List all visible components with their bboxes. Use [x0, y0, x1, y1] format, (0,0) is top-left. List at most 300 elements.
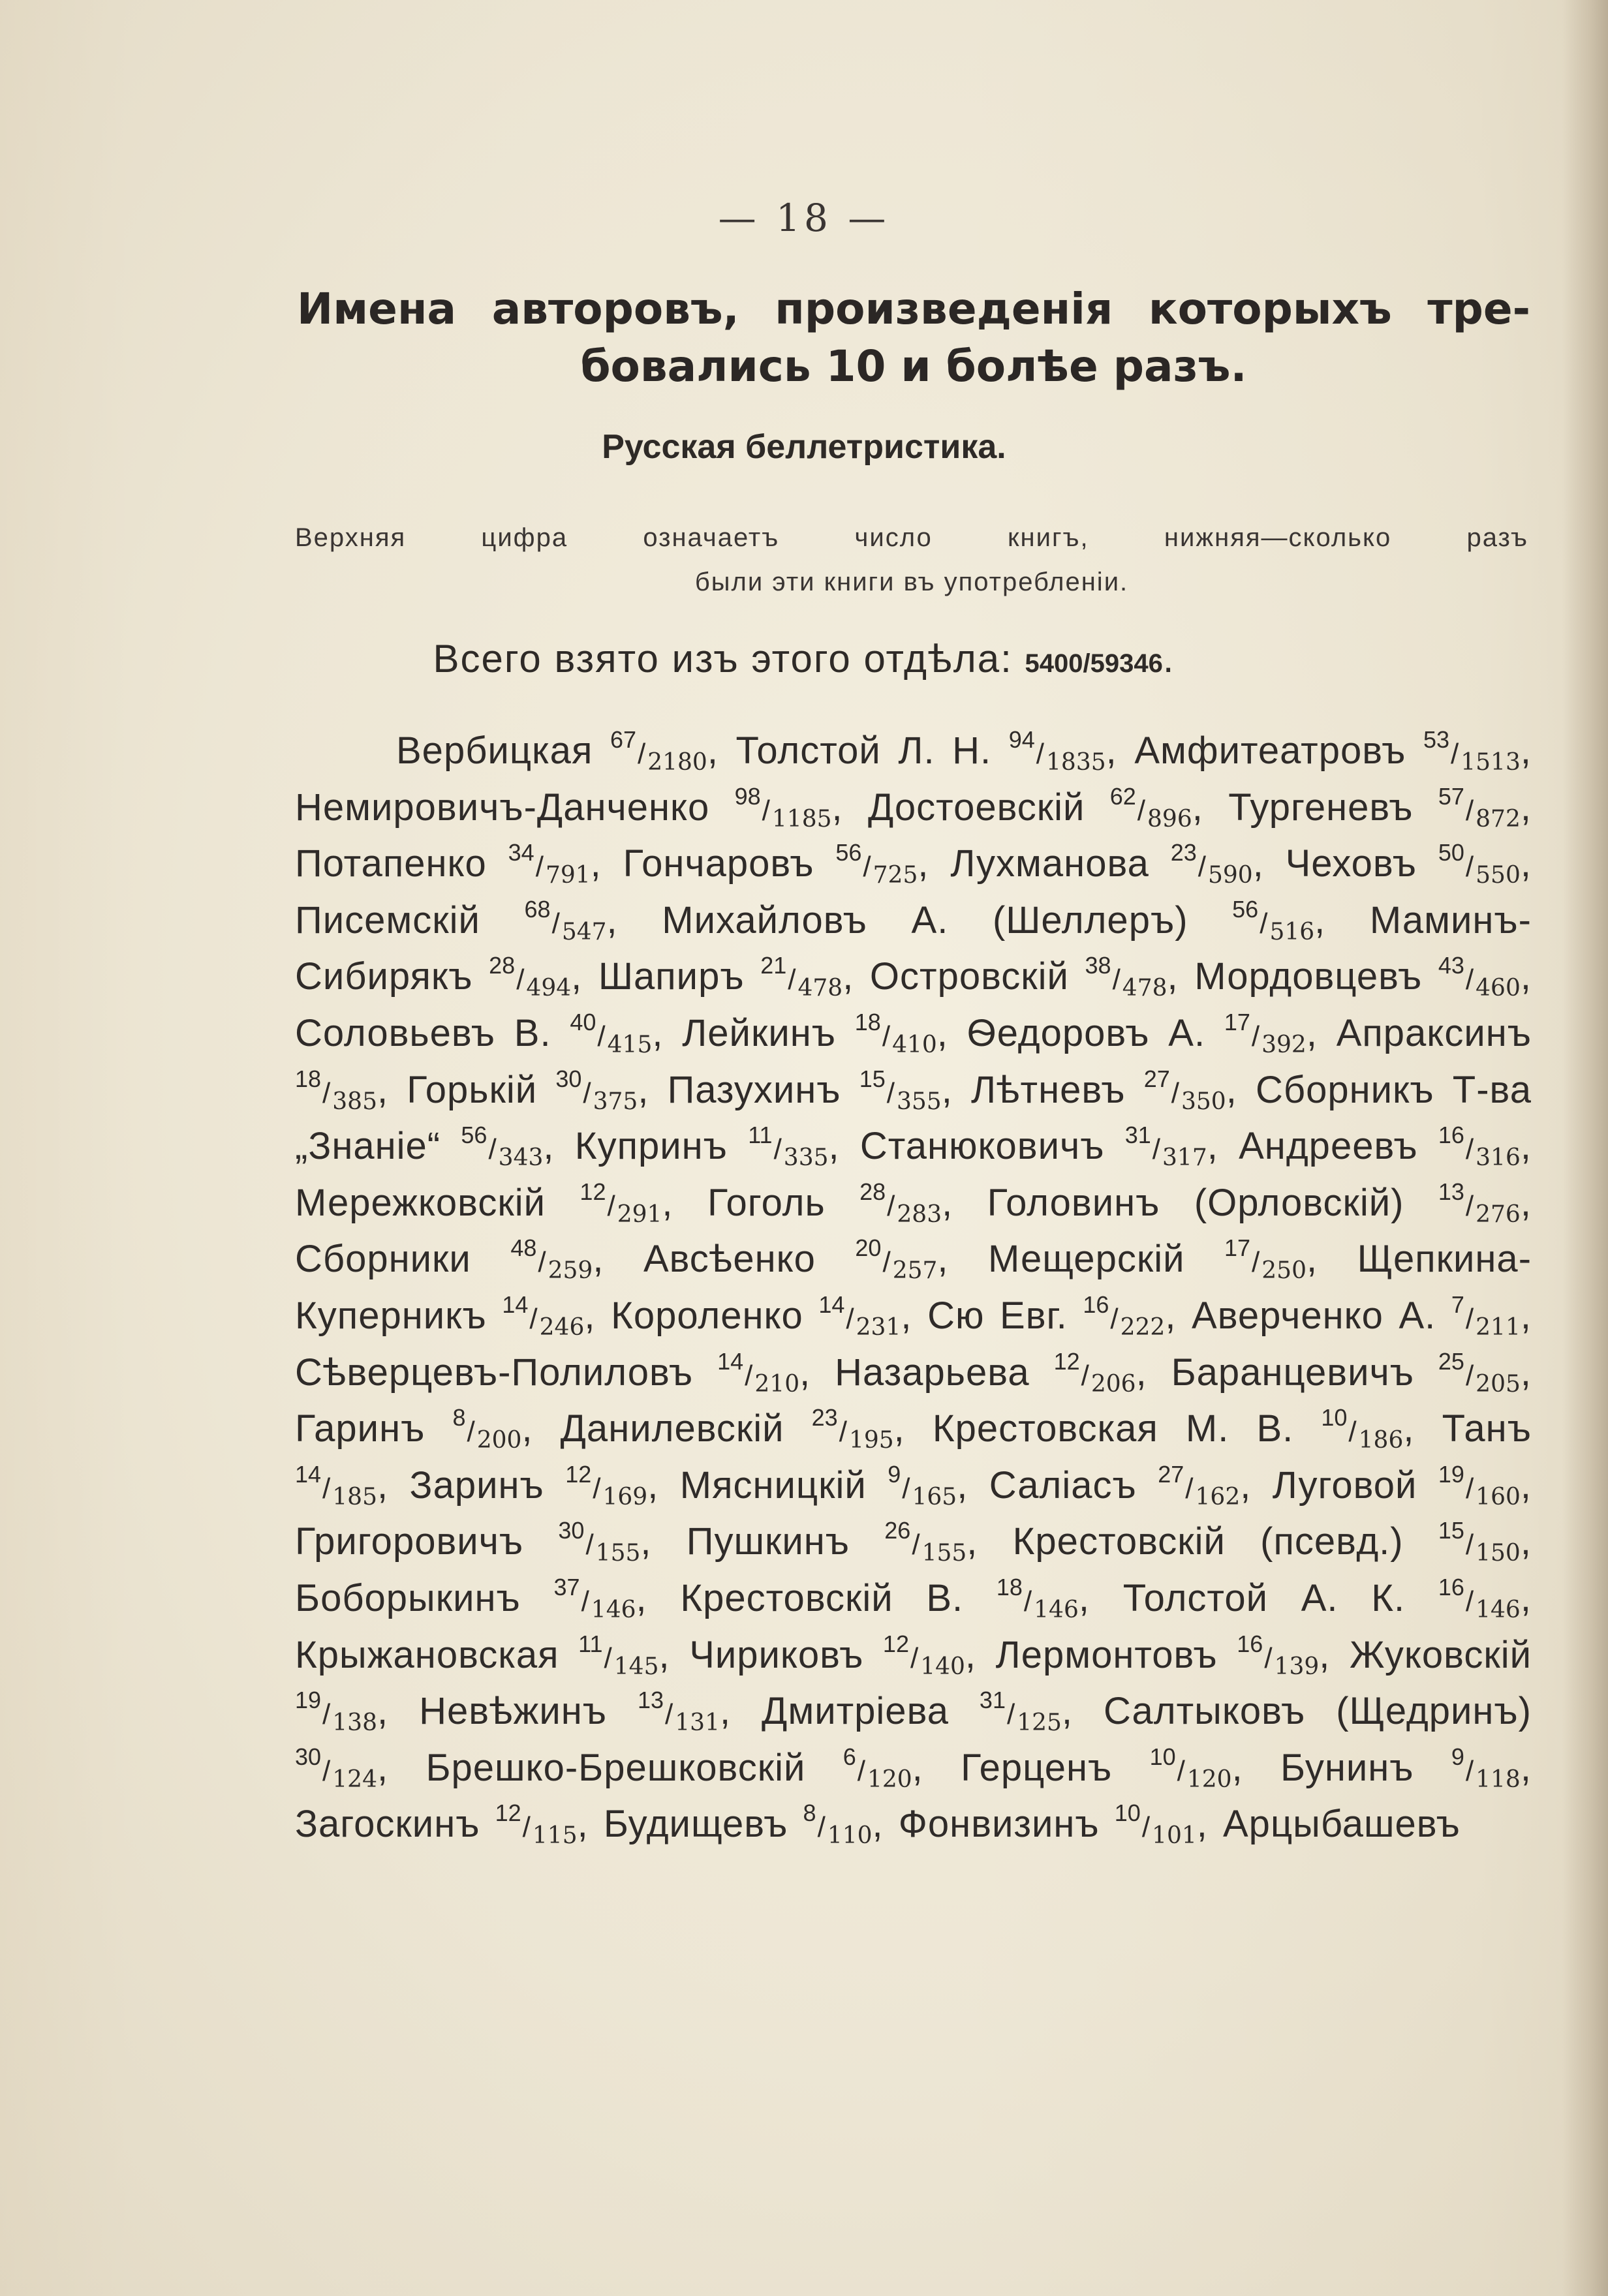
usage-fraction: $^{23}/_{195}$ — [811, 1404, 894, 1454]
book-count: 38 — [1085, 952, 1111, 979]
author-name: Щепкина-Куперникъ — [295, 1238, 1532, 1337]
page-number: — 18 — — [718, 196, 890, 240]
usage-count: 145 — [613, 1653, 659, 1680]
author-entry — [295, 839, 591, 889]
author-entry — [419, 1687, 720, 1737]
author-name: Назарьева — [835, 1351, 1030, 1394]
book-count: 12 — [580, 1178, 606, 1205]
book-count: 13 — [637, 1687, 664, 1714]
usage-count: 131 — [675, 1709, 720, 1737]
usage-count: 350 — [1181, 1088, 1226, 1115]
book-count: 53 — [1423, 726, 1449, 753]
author-name: Головинъ (Орловскій) — [987, 1181, 1404, 1224]
book-count: 68 — [524, 895, 551, 923]
book-count: 40 — [570, 1008, 596, 1035]
usage-count: 375 — [593, 1088, 638, 1115]
book-count: 25 — [1438, 1347, 1464, 1375]
author-entry — [295, 782, 832, 833]
usage-count: 343 — [498, 1144, 544, 1172]
author-name: Немировичъ-Данченко — [295, 786, 710, 829]
usage-count: 791 — [545, 862, 591, 889]
usage-count: 1835 — [1046, 749, 1106, 776]
usage-count: 317 — [1162, 1144, 1207, 1172]
usage-fraction: $^{43}/_{460}$ — [1438, 952, 1521, 1002]
author-entry — [598, 952, 843, 1002]
usage-fraction: $^{34}/_{791}$ — [508, 839, 591, 889]
author-name: Короленко — [611, 1294, 803, 1337]
book-count: 28 — [859, 1178, 886, 1205]
author-name: Писемскій — [295, 898, 480, 941]
book-count: 14 — [717, 1347, 744, 1375]
usage-count: 140 — [920, 1653, 965, 1680]
author-name: Салтыковъ (Щедринъ) — [1103, 1690, 1532, 1733]
usage-fraction: $^{30}/_{155}$ — [558, 1517, 641, 1567]
author-entry — [995, 1630, 1320, 1680]
author-entry — [932, 1404, 1404, 1454]
book-count: 20 — [855, 1234, 882, 1262]
author-entry — [603, 1799, 873, 1850]
usage-count: 200 — [476, 1427, 522, 1454]
author-name: Жуковскій — [1349, 1633, 1532, 1676]
author-name: Лѣтневъ — [970, 1068, 1126, 1111]
book-count: 34 — [508, 839, 534, 866]
author-entry — [950, 839, 1253, 889]
usage-count: 257 — [892, 1257, 938, 1285]
author-entry — [867, 782, 1192, 833]
usage-count: 146 — [1034, 1596, 1079, 1623]
author-entry — [679, 1460, 957, 1510]
book-count: 94 — [1008, 726, 1035, 753]
author-name: Авсѣенко — [643, 1238, 816, 1281]
book-count: 27 — [1143, 1065, 1170, 1092]
book-count: 67 — [610, 726, 636, 753]
author-entry — [560, 1404, 894, 1454]
usage-fraction: $^{38}/_{478}$ — [1085, 952, 1167, 1002]
usage-count: 478 — [1122, 975, 1167, 1002]
author-name: Танъ — [1442, 1407, 1532, 1450]
author-entry — [1223, 1803, 1461, 1845]
book-count: 14 — [502, 1291, 529, 1318]
usage-fraction: $^{11}/_{145}$ — [578, 1630, 659, 1680]
author-entry — [662, 895, 1315, 945]
book-count: 11 — [748, 1122, 773, 1149]
book-count: 17 — [1224, 1008, 1250, 1035]
subtitle: Русская беллетристика. — [602, 428, 1006, 466]
usage-count: 460 — [1476, 975, 1521, 1002]
author-name: Крестовскій (псевд.) — [1012, 1520, 1404, 1563]
heading-line-1: Имена авторовъ, произведенія которыхъ тре- — [297, 284, 1530, 334]
book-count: 11 — [578, 1630, 603, 1657]
author-name: Сборники — [295, 1238, 471, 1281]
book-count: 12 — [882, 1630, 909, 1657]
book-count: 31 — [979, 1687, 1006, 1714]
usage-count: 155 — [921, 1540, 967, 1567]
book-count: 15 — [1438, 1517, 1464, 1544]
usage-fraction: $^{12}/_{291}$ — [580, 1178, 662, 1228]
author-name: Крестовскій В. — [680, 1576, 964, 1619]
book-count: 8 — [803, 1799, 816, 1827]
note-line-2: были эти книги въ употребленіи. — [694, 568, 1129, 596]
author-name: Купринъ — [574, 1125, 728, 1168]
author-name: Сѣверцевъ-Полиловъ — [295, 1351, 694, 1394]
usage-count: 185 — [332, 1483, 377, 1510]
note-line-1: Верхняя цифра означаетъ число книгъ, нижняя—сколько разъ — [295, 523, 1528, 552]
book-count: 9 — [1451, 1743, 1464, 1770]
author-name: Михайловъ А. (Шеллеръ) — [662, 898, 1188, 941]
usage-count: 896 — [1147, 805, 1192, 833]
usage-count: 206 — [1090, 1370, 1136, 1398]
usage-fraction: $^{12}/_{206}$ — [1053, 1347, 1136, 1398]
usage-fraction: $^{27}/_{162}$ — [1158, 1460, 1241, 1510]
author-entry — [1122, 1573, 1521, 1623]
author-entry — [762, 1687, 1062, 1737]
usage-fraction: $^{13}/_{131}$ — [637, 1687, 720, 1737]
usage-fraction: $^8/_{200}$ — [452, 1404, 522, 1454]
author-entry — [1280, 1743, 1521, 1793]
author-name: Баранцевичъ — [1171, 1351, 1414, 1394]
total-end: . — [1162, 637, 1175, 681]
usage-fraction: $^{19}/_{138}$ — [295, 1687, 377, 1737]
author-entry — [295, 1799, 578, 1850]
book-count: 12 — [1053, 1347, 1080, 1375]
total-top: 5400 — [1025, 649, 1083, 678]
usage-count: 125 — [1017, 1709, 1062, 1737]
usage-count: 115 — [532, 1822, 578, 1850]
usage-count: 231 — [856, 1313, 901, 1341]
book-count: 19 — [1438, 1460, 1464, 1488]
page-edge-shadow — [1562, 0, 1608, 2296]
author-name: Мережковскій — [295, 1181, 546, 1224]
usage-count: 110 — [827, 1822, 873, 1850]
total-label: Всего взято изъ этого отдѣла: — [433, 637, 1013, 681]
total-taken-line — [0, 636, 1608, 681]
usage-count: 205 — [1476, 1370, 1521, 1398]
usage-count: 146 — [1476, 1596, 1521, 1623]
author-name: Арцыбашевъ — [1223, 1803, 1461, 1846]
author-name: Брешко-Брешковскій — [425, 1746, 806, 1789]
usage-fraction: $^{94}/_{1835}$ — [1008, 726, 1106, 776]
usage-count: 124 — [332, 1766, 377, 1793]
usage-count: 160 — [1476, 1483, 1521, 1510]
author-name: Потапенко — [295, 842, 487, 885]
usage-count: 1185 — [771, 805, 832, 833]
author-entry — [987, 1178, 1521, 1228]
usage-count: 155 — [595, 1540, 641, 1567]
usage-count: 516 — [1269, 918, 1315, 945]
book-count: 13 — [1438, 1178, 1464, 1205]
author-name: Мясницкій — [679, 1463, 867, 1507]
usage-count: 2180 — [647, 749, 707, 776]
usage-fraction: $^{28}/_{494}$ — [489, 952, 572, 1002]
author-name: Пазухинъ — [667, 1068, 841, 1111]
usage-count: 250 — [1261, 1257, 1306, 1285]
author-name: Станюковичъ — [859, 1125, 1105, 1168]
usage-count: 494 — [526, 975, 572, 1002]
author-entry — [859, 1122, 1207, 1172]
usage-fraction: $^{67}/_{2180}$ — [610, 726, 707, 776]
author-name: Сю Евг. — [927, 1294, 1068, 1337]
usage-count: 283 — [897, 1201, 942, 1228]
book-count: 56 — [1232, 895, 1259, 923]
usage-count: 725 — [873, 862, 918, 889]
book-count: 8 — [452, 1404, 466, 1431]
usage-fraction: $^{10}/_{120}$ — [1149, 1743, 1232, 1793]
usage-fraction: $^{30}/_{124}$ — [295, 1743, 377, 1793]
author-entry — [988, 1234, 1306, 1285]
total-bottom: 59346 — [1090, 649, 1163, 678]
book-count: 18 — [996, 1573, 1023, 1600]
author-name: Гончаровъ — [623, 842, 814, 885]
usage-fraction: $^{56}/_{516}$ — [1232, 895, 1315, 945]
total-fraction: 5400/59346 — [1025, 649, 1163, 678]
author-name: Лухманова — [950, 842, 1149, 885]
author-entry — [961, 1743, 1232, 1793]
usage-fraction: $^{16}/_{316}$ — [1438, 1122, 1521, 1172]
author-entry — [1012, 1517, 1521, 1567]
author-entry — [407, 1065, 638, 1115]
author-entry — [1134, 726, 1521, 776]
author-name: Тургеневъ — [1228, 786, 1414, 829]
author-name: Крестовская М. В. — [932, 1407, 1294, 1450]
author-name: Пушкинъ — [686, 1520, 850, 1563]
author-entry — [643, 1234, 938, 1285]
usage-count: 259 — [548, 1257, 593, 1285]
usage-count: 150 — [1476, 1540, 1521, 1567]
usage-fraction: $^{57}/_{872}$ — [1438, 782, 1521, 833]
author-name: Гаринъ — [295, 1407, 425, 1450]
author-entry — [680, 1573, 1079, 1623]
usage-count: 101 — [1152, 1822, 1197, 1850]
usage-count: 186 — [1358, 1427, 1404, 1454]
author-name: Маминъ-Сибирякъ — [295, 898, 1532, 998]
usage-fraction: $^{11}/_{335}$ — [748, 1122, 829, 1172]
author-entry — [667, 1065, 942, 1115]
author-entry — [1228, 782, 1521, 833]
author-name: Загоскинъ — [295, 1803, 480, 1846]
usage-count: 118 — [1476, 1766, 1521, 1793]
book-count: 31 — [1124, 1122, 1151, 1149]
usage-fraction: $^{14}/_{210}$ — [717, 1347, 800, 1398]
author-name: Достоевскій — [867, 786, 1085, 829]
author-entry — [1272, 1460, 1521, 1510]
usage-fraction: $^{17}/_{392}$ — [1224, 1008, 1306, 1058]
author-name: Сборникъ Т-ва „Знаніе“ — [295, 1068, 1532, 1168]
author-name: Шапиръ — [598, 955, 745, 998]
explanatory-note — [295, 515, 1528, 604]
book-count: 56 — [461, 1122, 487, 1149]
author-entry — [682, 1008, 937, 1058]
author-name: Апраксинъ — [1336, 1011, 1532, 1054]
book-count: 19 — [295, 1687, 322, 1714]
author-entry — [295, 1347, 800, 1398]
author-list: Вербицкая $^{67}/_{2180}$, Толстой Л. Н. $^{94}/_{1835}$, Амфитеатровъ $^{53}/_{1513}$, Немировичъ-Данченко $^{98}/_{1185}$, Достоевскій $^{62}/_{896}$, Тургеневъ $^{57}/_{872}$, Потапенко $^{34}/_{791}$, Гончаровъ $^{56}/_{725}$, Лухманова $^{23}/_{590}$, Чеховъ $^{50}/_{550}$, Писемскій $^{68}/_{547}$, Михайловъ А. (Шеллеръ) $^{56}/_{516}$, Маминъ-Сибирякъ $^{28}/_{494}$, Шапиръ $^{21}/_{478}$, Островскій $^{38}/_{478}$, Мордовцевъ $^{43}/_{460}$, Соловьевъ В. $^{40}/_{415}$, Лейкинъ $^{18}/_{410}$, Ѳедоровъ А. $^{17}/_{392}$, Апраксинъ $^{18}/_{385}$, Горькій $^{30}/_{375}$, Пазухинъ $^{15}/_{355}$, Лѣтневъ $^{27}/_{350}$, Сборникъ Т-ва „Знаніе“ $^{56}/_{343}$, Купринъ $^{11}/_{335}$, Станюковичъ $^{31}/_{317}$, Андреевъ $^{16}/_{316}$, Мережковскій $^{12}/_{291}$, Гоголь $^{28}/_{283}$, Головинъ (Орловскій) $^{13}/_{276}$, Сборники $^{48}/_{259}$, Авсѣенко $^{20}/_{257}$, Мещерскій $^{17}/_{250}$, Щепкина-Куперникъ $^{14}/_{246}$, Короленко $^{14}/_{231}$, Сю Евг. $^{16}/_{222}$, Аверченко А. $^7/_{211}$, Сѣверцевъ-Полиловъ $^{14}/_{210}$, Назарьева $^{12}/_{206}$, Баранцевичъ $^{25}/_{205}$, Гаринъ $^8/_{200}$, Данилевскій $^{23}/_{195}$, Крестовская М. В. $^{10}/_{186}$, Танъ $^{14}/_{185}$, Заринъ $^{12}/_{169}$, Мясницкій $^9/_{165}$, Саліасъ $^{27}/_{162}$, Луговой $^{19}/_{160}$, Григоровичъ $^{30}/_{155}$, Пушкинъ $^{26}/_{155}$, Крестовскій (псевд.) $^{15}/_{150}$, Боборыкинъ $^{37}/_{146}$, Крестовскій В. $^{18}/_{146}$, Толстой А. К. $^{16}/_{146}$, Крыжановская $^{11}/_{145}$, Чириковъ $^{12}/_{140}$, Лермонтовъ $^{16}/_{139}$, Жуковскій $^{19}/_{138}$, Невѣжинъ $^{13}/_{131}$, Дмитріева $^{31}/_{125}$, Салтыковъ (Щедринъ) $^{30}/_{124}$, Брешко-Брешковскій $^6/_{120}$, Герценъ $^{10}/_{120}$, Бунинъ $^9/_{118}$, Загоскинъ $^{12}/_{115}$, Будищевъ $^8/_{110}$, Фонвизинъ $^{10}/_{101}$, Арцыбашевъ — [295, 726, 1532, 1850]
author-name: Боборыкинъ — [295, 1576, 521, 1619]
usage-count: 211 — [1476, 1313, 1521, 1341]
usage-fraction: $^{56}/_{725}$ — [835, 839, 918, 889]
usage-fraction: $^{12}/_{140}$ — [882, 1630, 965, 1680]
usage-fraction: $^9/_{118}$ — [1451, 1743, 1521, 1793]
author-entry — [295, 1630, 659, 1680]
author-entry — [686, 1517, 967, 1567]
book-count: 26 — [884, 1517, 911, 1544]
usage-fraction: $^{30}/_{375}$ — [555, 1065, 638, 1115]
book-count: 12 — [565, 1460, 592, 1488]
author-name: Саліасъ — [989, 1463, 1137, 1507]
usage-count: 222 — [1120, 1313, 1166, 1341]
author-name: Данилевскій — [560, 1407, 784, 1450]
author-name: Чеховъ — [1285, 842, 1417, 885]
author-name: Лейкинъ — [682, 1011, 837, 1054]
author-name: Горькій — [407, 1068, 538, 1111]
book-count: 23 — [811, 1404, 838, 1431]
author-entry — [623, 839, 918, 889]
usage-count: 246 — [539, 1313, 585, 1341]
book-count: 43 — [1438, 952, 1464, 979]
author-name: Андреевъ — [1239, 1125, 1418, 1168]
usage-count: 165 — [912, 1483, 957, 1510]
usage-count: 335 — [783, 1144, 829, 1172]
author-name: Григоровичъ — [295, 1520, 524, 1563]
usage-count: 120 — [1186, 1766, 1232, 1793]
book-count: 50 — [1438, 839, 1464, 866]
book-count: 18 — [854, 1008, 881, 1035]
book-count: 37 — [553, 1573, 580, 1600]
usage-fraction: $^{13}/_{276}$ — [1438, 1178, 1521, 1228]
usage-count: 1513 — [1461, 749, 1521, 776]
book-count: 6 — [843, 1743, 856, 1770]
usage-fraction: $^{23}/_{590}$ — [1170, 839, 1253, 889]
usage-count: 162 — [1195, 1483, 1241, 1510]
usage-fraction: $^{16}/_{222}$ — [1083, 1291, 1166, 1341]
author-entry — [425, 1743, 912, 1793]
book-count: 16 — [1438, 1122, 1464, 1149]
book-count: 21 — [760, 952, 787, 979]
usage-count: 590 — [1207, 862, 1253, 889]
book-count: 23 — [1170, 839, 1197, 866]
author-entry — [295, 1234, 593, 1285]
book-count: 10 — [1114, 1799, 1141, 1827]
book-count: 28 — [489, 952, 516, 979]
book-count: 30 — [558, 1517, 585, 1544]
usage-fraction: $^6/_{120}$ — [843, 1743, 912, 1793]
author-name: Соловьевъ В. — [295, 1011, 551, 1054]
usage-count: 210 — [754, 1370, 800, 1398]
author-name: Будищевъ — [603, 1803, 788, 1846]
author-entry — [409, 1460, 648, 1510]
author-entry — [970, 1065, 1226, 1115]
usage-fraction: $^{18}/_{146}$ — [996, 1573, 1079, 1623]
usage-count: 385 — [332, 1088, 377, 1115]
usage-fraction: $^{15}/_{355}$ — [859, 1065, 942, 1115]
usage-count: 415 — [607, 1031, 653, 1058]
usage-fraction: $^{26}/_{155}$ — [884, 1517, 967, 1567]
book-count: 10 — [1321, 1404, 1348, 1431]
usage-fraction: $^{16}/_{146}$ — [1438, 1573, 1521, 1623]
author-entry — [927, 1291, 1166, 1341]
usage-fraction: $^{40}/_{415}$ — [570, 1008, 653, 1058]
book-count: 62 — [1109, 782, 1136, 810]
author-entry — [295, 1178, 662, 1228]
usage-fraction: $^9/_{165}$ — [888, 1460, 957, 1510]
usage-count: 478 — [797, 975, 843, 1002]
author-entry — [1171, 1347, 1521, 1398]
book-count: 18 — [295, 1065, 322, 1092]
book-count: 12 — [495, 1799, 521, 1827]
book-count: 27 — [1158, 1460, 1184, 1488]
usage-count: 169 — [602, 1483, 648, 1510]
book-count: 9 — [888, 1460, 901, 1488]
book-count: 30 — [555, 1065, 582, 1092]
usage-fraction: $^{50}/_{550}$ — [1438, 839, 1521, 889]
usage-fraction: $^{27}/_{350}$ — [1143, 1065, 1226, 1115]
book-count: 16 — [1438, 1573, 1464, 1600]
author-name: Чириковъ — [689, 1633, 864, 1676]
book-count: 15 — [859, 1065, 886, 1092]
author-entry — [835, 1347, 1136, 1398]
usage-fraction: $^{12}/_{169}$ — [565, 1460, 648, 1510]
usage-fraction: $^{48}/_{259}$ — [510, 1234, 593, 1285]
author-entry — [1194, 952, 1521, 1002]
usage-count: 195 — [848, 1427, 894, 1454]
author-entry — [295, 895, 607, 945]
usage-fraction: $^{12}/_{115}$ — [495, 1799, 578, 1850]
author-name: Толстой А. К. — [1122, 1576, 1406, 1619]
book-count: 14 — [295, 1460, 322, 1488]
author-name: Крыжановская — [295, 1633, 559, 1676]
author-name: Вербицкая — [396, 729, 593, 772]
author-entry — [707, 1178, 942, 1228]
usage-fraction: $^{18}/_{410}$ — [854, 1008, 937, 1058]
author-name: Аверченко А. — [1192, 1294, 1436, 1337]
usage-count: 410 — [892, 1031, 937, 1058]
usage-count: 139 — [1274, 1653, 1320, 1680]
author-entry — [1239, 1122, 1521, 1172]
author-entry — [869, 952, 1167, 1002]
author-name: Мордовцевъ — [1194, 955, 1423, 998]
usage-fraction: $^{17}/_{250}$ — [1224, 1234, 1306, 1285]
usage-fraction: $^{25}/_{205}$ — [1438, 1347, 1521, 1398]
usage-fraction: $^8/_{110}$ — [803, 1799, 873, 1850]
author-name: Луговой — [1272, 1463, 1417, 1507]
author-name: Герценъ — [961, 1746, 1113, 1789]
author-name: Фонвизинъ — [898, 1803, 1100, 1846]
author-name: Амфитеатровъ — [1134, 729, 1406, 772]
usage-count: 120 — [867, 1766, 912, 1793]
usage-fraction: $^{14}/_{246}$ — [502, 1291, 585, 1341]
usage-count: 138 — [332, 1709, 377, 1737]
usage-count: 291 — [617, 1201, 662, 1228]
usage-count: 316 — [1476, 1144, 1521, 1172]
author-name: Невѣжинъ — [419, 1690, 608, 1733]
author-entry — [1192, 1291, 1521, 1341]
author-entry — [295, 1573, 636, 1623]
author-name: Ѳедоровъ А. — [966, 1011, 1206, 1054]
usage-fraction: $^{16}/_{139}$ — [1237, 1630, 1320, 1680]
author-entry — [689, 1630, 965, 1680]
usage-fraction: $^{37}/_{146}$ — [553, 1573, 636, 1623]
usage-fraction: $^{53}/_{1513}$ — [1423, 726, 1521, 776]
usage-fraction: $^{56}/_{343}$ — [461, 1122, 544, 1172]
author-entry — [295, 1517, 641, 1567]
author-entry — [574, 1122, 829, 1172]
usage-fraction: $^{31}/_{125}$ — [979, 1687, 1062, 1737]
usage-count: 550 — [1476, 862, 1521, 889]
usage-fraction: $^7/_{211}$ — [1451, 1291, 1521, 1341]
usage-fraction: $^{19}/_{160}$ — [1438, 1460, 1521, 1510]
book-count: 98 — [734, 782, 761, 810]
author-entry — [966, 1008, 1306, 1058]
book-count: 16 — [1237, 1630, 1263, 1657]
